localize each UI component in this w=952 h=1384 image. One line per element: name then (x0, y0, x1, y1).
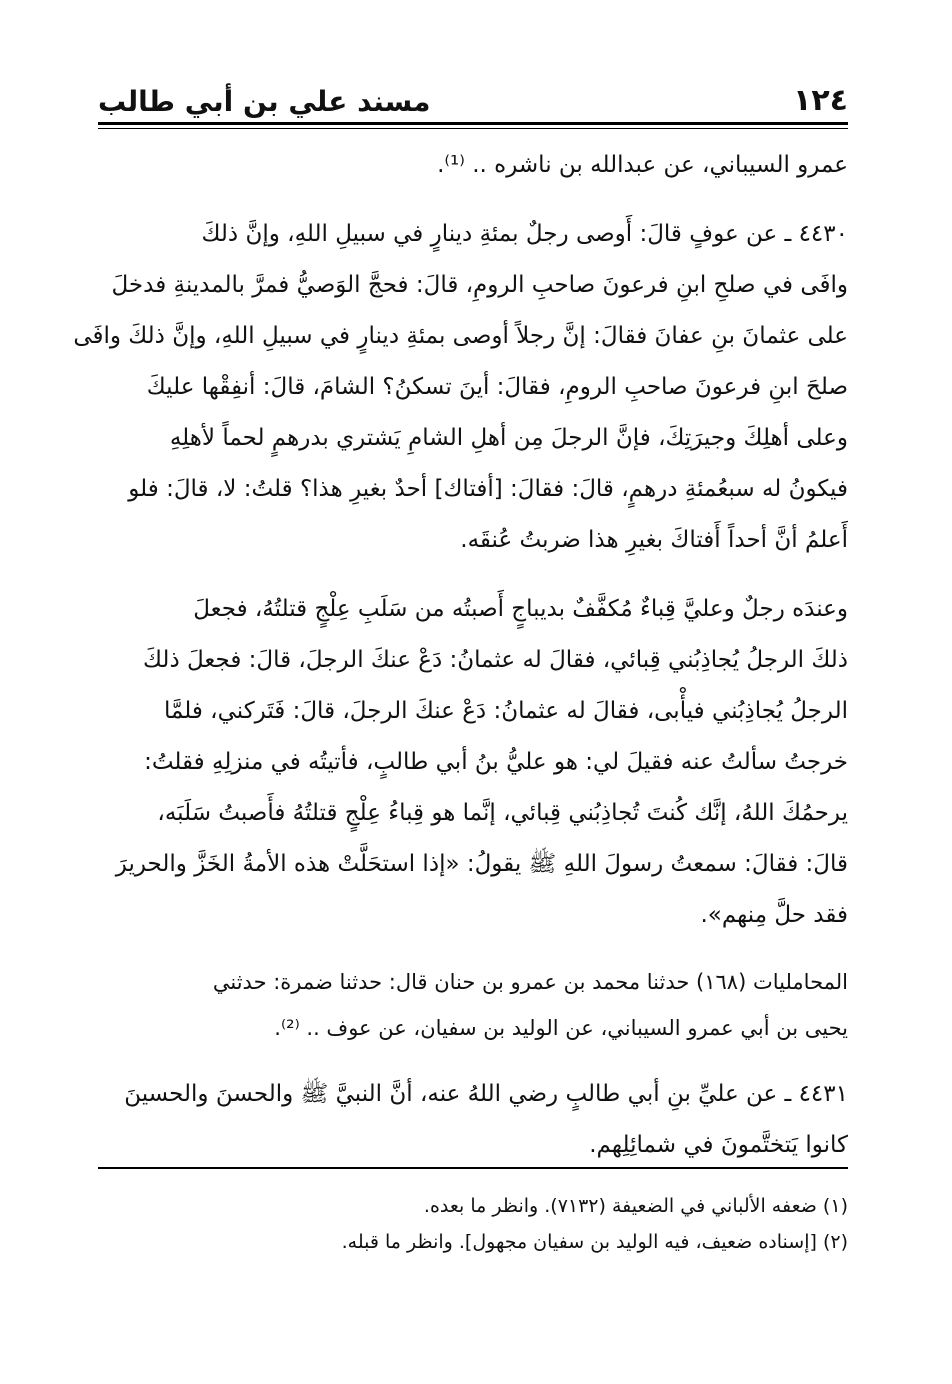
source-note (96, 959, 848, 1051)
page-body (73, 140, 848, 1171)
text-line: الرجلُ يُجاذِبُني فيأْبى، فقالَ له عثمانُ: دَعْ عنكَ الرجلَ، قالَ: فَتَركني، فلمَّا (163, 698, 848, 724)
footnotes (108, 1188, 848, 1260)
text-line: المحامليات (١٦٨) حدثنا محمد بن عمرو بن حنان قال: حدثنا ضمرة: حدثني (212, 970, 848, 994)
text-line: ٤٤٣٠ ـ عن عوفٍ قالَ: أَوصى رجلٌ بمئةِ دينارٍ في سبيلِ اللهِ، وإنَّ ذلكَ (201, 221, 848, 247)
text-line: فقد حلَّ مِنهم». (700, 902, 848, 928)
text-line: على عثمانَ بنِ عفانَ فقالَ: إنَّ رجلاً أوصى بمئةِ دينارٍ في سبيلِ اللهِ، وإنَّ ذلكَ وافَى (73, 323, 848, 349)
footnote-1: (١) ضعفه الألباني في الضعيفة (٧١٣٢). وانظر ما بعده. (423, 1195, 848, 1217)
text-line: أَعلمُ أنَّ أحداً أَفتاكَ بغيرِ هذا ضربتُ عُنقَه. (460, 527, 848, 553)
page-number: ١٢٤ (793, 83, 848, 118)
text-line: قالَ: فقالَ: سمعتُ رسولَ اللهِ ﷺ يقولُ: «إذا استحَلَّتْ هذه الأمةُ الخَزَّ والحريرَ (115, 851, 848, 877)
text-line: ٤٤٣١ ـ عن عليِّ بنِ أبي طالبٍ رضي اللهُ عنه، أنَّ النبيَّ ﷺ والحسنَ والحسينَ (124, 1081, 848, 1107)
paragraph-2 (96, 584, 848, 941)
text-line: صلحَ ابنِ فرعونَ صاحبِ الرومِ، فقالَ: أينَ تسكنُ؟ الشامَ، قالَ: أنفِقْها عليكَ (146, 374, 848, 400)
running-title: مسند علي بن أبي طالب (98, 85, 431, 118)
footnote-rule (98, 1167, 848, 1169)
header-rule (98, 122, 848, 125)
text-line: يحيى بن أبي عمرو السيباني، عن الوليد بن سفيان، عن عوف .. ⁽²⁾. (274, 1016, 848, 1040)
text-line: وعلى أهلِكَ وجيرَتِكَ، فإنَّ الرجلَ مِن أهلِ الشامِ يَشتري بدرهمٍ لحماً لأهلِهِ (169, 425, 848, 451)
text-line: كانوا يَتختَّمونَ في شمائِلِهم. (589, 1132, 848, 1158)
hadith-4431 (96, 1069, 848, 1171)
text-line: فيكونُ له سبعُمئةِ درهمٍ، قالَ: فقالَ: [أفتاك] أحدٌ بغيرِ هذا؟ قلتُ: لا، قالَ: فلو (128, 476, 848, 502)
intro-line: عمرو السيباني، عن عبدالله بن ناشره .. ⁽¹⁾. (437, 152, 848, 178)
text-line: وافَى في صلحِ ابنِ فرعونَ صاحبِ الرومِ، قالَ: فحجَّ الوَصيُّ فمرَّ بالمدينةِ فدخلَ (111, 272, 848, 298)
footnote-2: (٢) [إسناده ضعيف، فيه الوليد بن سفيان مجهول]. وانظر ما قبله. (341, 1231, 848, 1253)
header-rule-thin (98, 128, 848, 129)
text-line: خرجتُ سألتُ عنه فقيلَ لي: هو عليُّ بنُ أبي طالبٍ، فأتيتُه في منزلِهِ فقلتُ: (144, 749, 848, 775)
page-header (98, 78, 848, 118)
text-line: ذلكَ الرجلُ يُجاذِبُني قِبائي، فقالَ له عثمانُ: دَعْ عنكَ الرجلَ، قالَ: فجعلَ ذلكَ (143, 647, 848, 673)
hadith-4430 (73, 209, 848, 566)
text-line: وعندَه رجلٌ وعليَّ قِباءٌ مُكفَّفٌ بديباجٍ أَصبتُه من سَلَبِ عِلْجٍ قتلتُهُ، فجعلَ (193, 596, 848, 622)
text-line: يرحمُكَ اللهُ، إنَّك كُنتَ تُجاذِبُني قِبائي، إنَّما هو قِباءُ عِلْجٍ قتلتُهُ فأَصبتُ سَلَبَه، (157, 800, 848, 826)
